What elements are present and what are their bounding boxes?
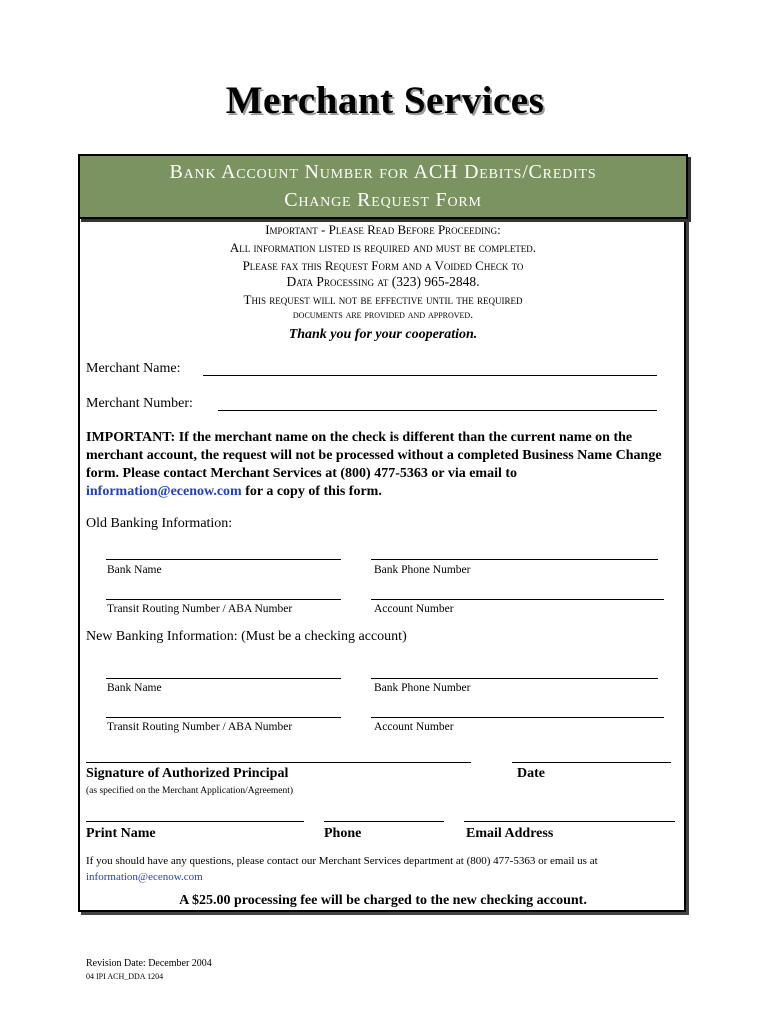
merchant-number-label: Merchant Number: [86, 396, 193, 411]
important-notice-text: IMPORTANT: If the merchant name on the check is different than the current name on the merchant account, the request will not be processed without a completed Business Name Change form. Please contact Merchant Services at (800) 477-5363 or via email to [86, 430, 662, 481]
new-banking-heading: New Banking Information: (Must be a checking account) [86, 629, 407, 644]
merchant-number-field[interactable] [218, 410, 657, 411]
important-notice [86, 429, 676, 501]
new-bank-name-label: Bank Name [107, 682, 162, 694]
signature-label: Signature of Authorized Principal [86, 766, 289, 781]
important-line-5: This request will not be effective until the required [243, 292, 523, 307]
new-routing-label: Transit Routing Number / ABA Number [107, 721, 293, 733]
revision-code: 04 IPI ACH_DDA 1204 [86, 972, 164, 981]
old-account-field[interactable] [371, 599, 664, 600]
old-routing-label: Transit Routing Number / ABA Number [107, 603, 293, 615]
new-bank-phone-field[interactable] [371, 678, 658, 679]
important-line-1: Important - Please Read Before Proceeding: [265, 222, 501, 237]
phone-label: Phone [324, 826, 362, 841]
important-notice-suffix: for a copy of this form. [241, 484, 382, 499]
old-routing-field[interactable] [106, 599, 341, 600]
signature-sublabel: (as specified on the Merchant Application/Agreement) [86, 786, 294, 796]
questions-note-text: If you should have any questions, please contact our Merchant Services department at (800) 477-5363 or email us at [86, 855, 598, 867]
form-header-line1: Bank Account Number for ACH Debits/Credits [169, 161, 597, 183]
old-bank-phone-field[interactable] [371, 559, 658, 560]
new-account-label: Account Number [374, 721, 454, 733]
phone-field[interactable] [324, 821, 444, 822]
email-label: Email Address [466, 826, 554, 841]
revision-date: Revision Date: December 2004 [86, 958, 212, 969]
signature-field[interactable] [86, 762, 471, 763]
date-label: Date [517, 766, 545, 781]
important-line-6: documents are provided and approved. [292, 309, 474, 321]
page-title: Merchant Services [225, 79, 545, 122]
form-header-line2: Change Request Form [284, 189, 482, 211]
old-bank-name-field[interactable] [106, 559, 341, 560]
footer-email-link[interactable]: information@ecenow.com [86, 871, 203, 883]
new-account-field[interactable] [371, 717, 664, 718]
print-name-field[interactable] [86, 821, 304, 822]
merchant-name-label: Merchant Name: [86, 361, 181, 376]
email-field[interactable] [464, 821, 675, 822]
questions-note [86, 853, 676, 885]
new-bank-name-field[interactable] [106, 678, 341, 679]
form-header-band [78, 154, 688, 219]
new-routing-field[interactable] [106, 717, 341, 718]
old-bank-name-label: Bank Name [107, 564, 162, 576]
notice-email-link[interactable]: information@ecenow.com [86, 484, 242, 499]
old-banking-heading: Old Banking Information: [86, 516, 233, 531]
important-line-2: All information listed is required and must be completed. [229, 240, 537, 255]
new-bank-phone-label: Bank Phone Number [374, 682, 471, 694]
important-line-3: Please fax this Request Form and a Voided Check to [242, 258, 524, 273]
old-bank-phone-label: Bank Phone Number [374, 564, 471, 576]
old-account-label: Account Number [374, 603, 454, 615]
processing-fee-notice: A $25.00 processing fee will be charged to the new checking account. [179, 893, 587, 908]
date-field[interactable] [512, 762, 671, 763]
print-name-label: Print Name [86, 826, 156, 841]
important-line-4: Data Processing at (323) 965-2848. [286, 274, 480, 289]
merchant-name-field[interactable] [203, 375, 657, 376]
thanks-text: Thank you for your cooperation. [288, 327, 478, 342]
